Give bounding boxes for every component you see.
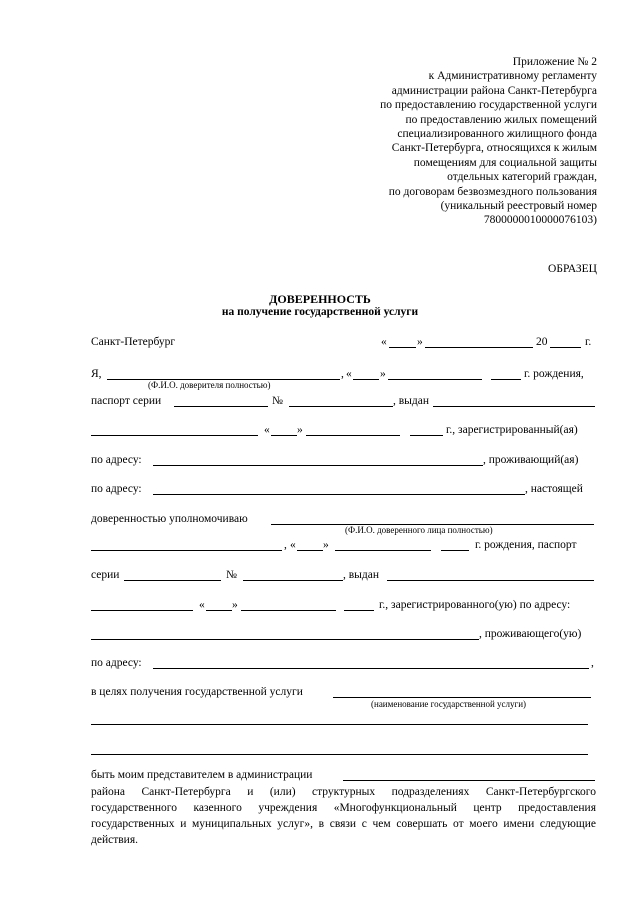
principal-name-hint: (Ф.И.О. доверителя полностью) bbox=[148, 380, 271, 390]
residing-agent-label: , проживающего(ую) bbox=[479, 628, 582, 640]
agent-issue-day-field[interactable] bbox=[206, 610, 232, 611]
annex-line: по предоставлению государственной услуги bbox=[380, 99, 597, 112]
agent-issue-year-field[interactable] bbox=[344, 610, 374, 611]
quote-open: « bbox=[199, 599, 205, 611]
sample-label: ОБРАЗЕЦ bbox=[548, 263, 597, 275]
address-label: по адресу: bbox=[91, 454, 142, 466]
series-label: серии bbox=[91, 569, 120, 581]
issued-label: , выдан bbox=[393, 395, 430, 407]
registered-agent-label: г., зарегистрированного(ую) по адресу: bbox=[379, 599, 571, 611]
passport-series-field[interactable] bbox=[174, 406, 268, 407]
passport-number-field[interactable] bbox=[289, 406, 393, 407]
agent-registration-address-field[interactable] bbox=[91, 639, 479, 640]
agent-passport-number-field[interactable] bbox=[243, 580, 343, 581]
annex-line: Приложение № 2 bbox=[512, 56, 597, 68]
year-suffix: г. bbox=[585, 336, 592, 348]
agent-birth-day-field[interactable] bbox=[297, 550, 323, 551]
quote-open: « bbox=[264, 424, 270, 436]
quote-close: » bbox=[297, 424, 303, 436]
issue-day-field[interactable] bbox=[271, 435, 297, 436]
quote-close: » bbox=[323, 539, 329, 551]
closing-paragraph: района Санкт-Петербурга и (или) структурных подразделениях Санкт-Петербургского государственного казенного учреждения «Многофункциональный центр предоставления государственных и муниципальных услуг», в связи с чем совершать от моего имени следующие действия. bbox=[91, 786, 596, 846]
registration-address-field[interactable] bbox=[153, 465, 483, 466]
comma: , bbox=[341, 368, 344, 380]
quote-close: » bbox=[417, 336, 423, 348]
date-month-field[interactable] bbox=[425, 347, 533, 348]
comma: , bbox=[284, 539, 287, 551]
service-name-hint: (наименование государственной услуги) bbox=[371, 699, 527, 709]
quote-open: « bbox=[381, 336, 387, 348]
quote-close: » bbox=[232, 599, 238, 611]
date-year-field[interactable] bbox=[550, 347, 581, 348]
annex-line: отдельных категорий граждан, bbox=[447, 171, 597, 184]
birth-year-field[interactable] bbox=[491, 379, 521, 380]
quote-close: » bbox=[380, 368, 386, 380]
i-label: Я, bbox=[91, 368, 102, 380]
annex-line: специализированного жилищного фонда bbox=[397, 128, 597, 141]
date-day-field[interactable] bbox=[389, 347, 416, 348]
annex-line: по предоставлению жилых помещений bbox=[405, 113, 597, 126]
service-name-field-3[interactable] bbox=[91, 754, 588, 755]
service-name-field[interactable] bbox=[333, 697, 591, 698]
issued-label: , выдан bbox=[343, 569, 380, 581]
number-sign: № bbox=[226, 569, 237, 581]
passport-issuer-field[interactable] bbox=[433, 406, 595, 407]
issue-month-field[interactable] bbox=[306, 435, 400, 436]
passport-series-label: паспорт серии bbox=[91, 395, 162, 407]
agent-issue-month-field[interactable] bbox=[241, 610, 336, 611]
issue-year-field[interactable] bbox=[410, 435, 443, 436]
document-subtitle: на получение государственной услуги bbox=[221, 306, 419, 318]
authorize-label: доверенностью уполномочиваю bbox=[91, 513, 248, 525]
annex-header bbox=[380, 55, 597, 228]
annex-line: к Административному регламенту bbox=[428, 70, 597, 83]
purpose-label: в целях получения государственной услуги bbox=[91, 686, 303, 698]
annex-line: (уникальный реестровый номер bbox=[440, 200, 597, 213]
residence-address-field[interactable] bbox=[153, 494, 525, 495]
registered-label: г., зарегистрированный(ая) bbox=[446, 424, 578, 436]
agent-passport-issuer-field[interactable] bbox=[387, 580, 594, 581]
annex-line: по договорам безвозмездного пользования bbox=[388, 185, 597, 198]
document-title: ДОВЕРЕННОСТЬ bbox=[269, 292, 371, 306]
annex-line: помещениям для социальной защиты bbox=[413, 156, 597, 169]
agent-birth-month-field[interactable] bbox=[335, 550, 431, 551]
quote-open: « bbox=[290, 539, 296, 551]
agent-name-field-2[interactable] bbox=[91, 550, 282, 551]
annex-line: администрации района Санкт-Петербурга bbox=[391, 84, 597, 97]
address-label: по адресу: bbox=[91, 657, 142, 669]
year-prefix: 20 bbox=[536, 336, 548, 348]
administration-name-field[interactable] bbox=[343, 780, 595, 781]
city-label: Санкт-Петербург bbox=[91, 336, 176, 348]
representative-label: быть моим представителем в администрации bbox=[91, 769, 313, 781]
address-label: по адресу: bbox=[91, 483, 142, 495]
agent-passport-issuer-field-2[interactable] bbox=[91, 610, 193, 611]
agent-residence-address-field[interactable] bbox=[153, 668, 589, 669]
annex-line: 7800000010000076103) bbox=[483, 214, 597, 227]
address-end: , bbox=[591, 657, 594, 669]
birth-day-field[interactable] bbox=[353, 379, 379, 380]
agent-name-hint: (Ф.И.О. доверенного лица полностью) bbox=[345, 525, 493, 535]
quote-open: « bbox=[346, 368, 352, 380]
birth-month-field[interactable] bbox=[388, 379, 482, 380]
service-name-field-2[interactable] bbox=[91, 724, 588, 725]
agent-birth-year-field[interactable] bbox=[441, 550, 469, 551]
number-sign: № bbox=[272, 395, 283, 407]
present-label: , настоящей bbox=[525, 483, 583, 495]
passport-issuer-field-2[interactable] bbox=[91, 435, 258, 436]
birth-label: г. рождения, bbox=[524, 368, 584, 380]
agent-passport-series-field[interactable] bbox=[124, 580, 221, 581]
residing-label: , проживающий(ая) bbox=[483, 454, 579, 466]
annex-line: Санкт-Петербурга, относящихся к жилым bbox=[391, 142, 597, 155]
birth-passport-label: г. рождения, паспорт bbox=[475, 539, 577, 551]
